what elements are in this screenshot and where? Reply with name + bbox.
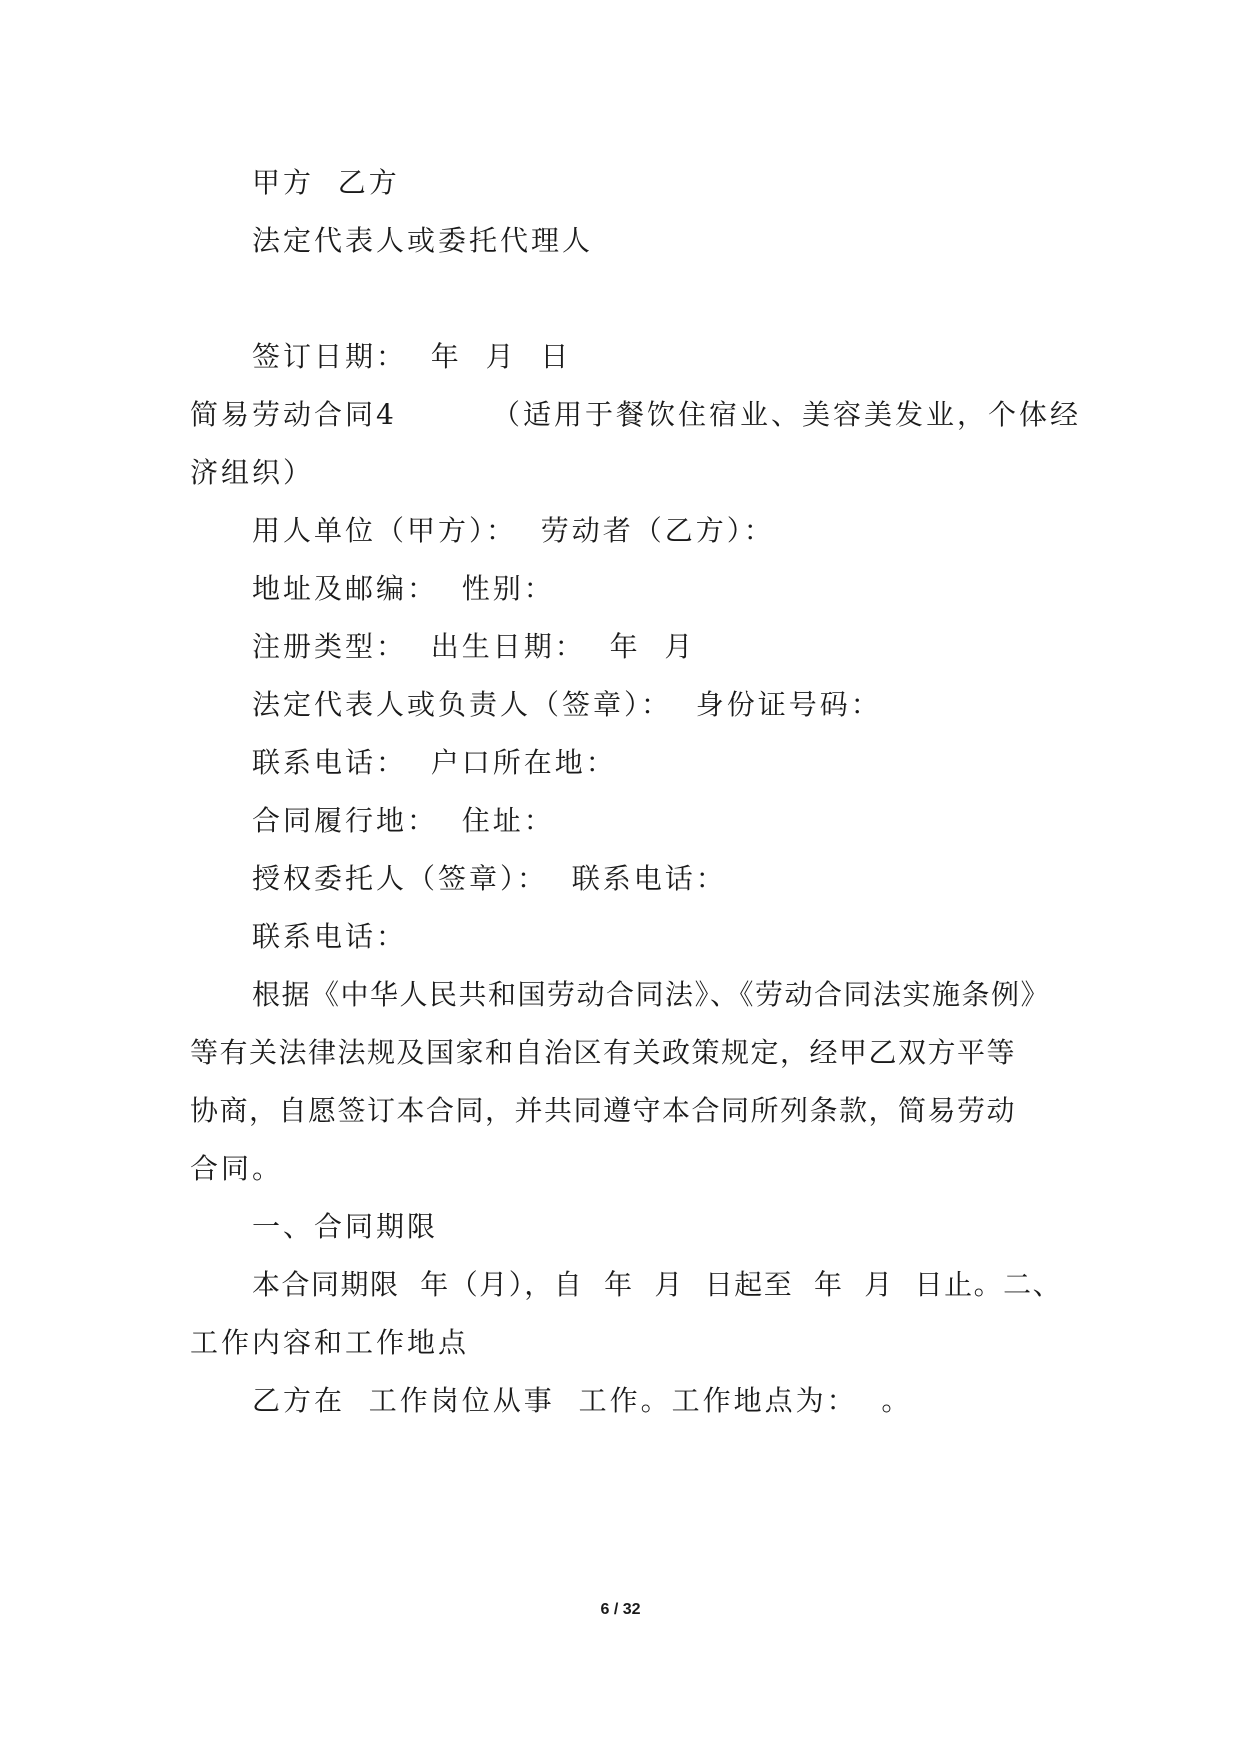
text-line-signing-date: 签订日期： 年 月 日 [252,340,572,373]
text-line-employer-employee: 用人单位（甲方）： 劳动者（乙方）： [252,514,775,547]
paragraph-line-2: 等有关法律法规及国家和自治区有关政策规定，经甲乙双方平等 [190,1036,1017,1069]
text-line-legal-rep-id: 法定代表人或负责人（签章）： 身份证号码： [252,688,882,721]
text-line-phone-hukou: 联系电话： 户口所在地： [252,746,617,779]
page-number: 6 / 32 [600,1601,641,1618]
text-line-location-address: 合同履行地： 住址： [252,804,555,837]
section-heading-work: 工作内容和工作地点 [190,1326,470,1359]
paragraph-line-3: 协商，自愿签订本合同，并共同遵守本合同所列条款，简易劳动 [190,1094,1017,1127]
paragraph-line-4: 合同。 [190,1152,284,1185]
text-line-address-gender: 地址及邮编： 性别： [252,572,555,605]
text-line-work-position: 乙方在 工作岗位从事 工作。工作地点为： 。 [252,1384,913,1417]
text-line-continuation: 济组织） [190,456,315,489]
text-line-parties: 甲方 乙方 [252,166,400,199]
paragraph-line-1: 根据《中华人民共和国劳动合同法》、《劳动合同法实施条例》 [252,978,1051,1011]
text-line-term-period: 本合同期限 年（月），自 年 月 日起至 年 月 日止。二、 [252,1268,1063,1301]
text-line-authorized-phone: 授权委托人（签章）： 联系电话： [252,862,727,895]
section-heading-term: 一、合同期限 [252,1210,439,1243]
text-line-registration-birth: 注册类型： 出生日期： 年 月 [252,630,696,663]
text-line-phone: 联系电话： [252,920,408,953]
contract-title-line: 简易劳动合同4 （适用于餐饮住宿业、美容美发业，个体经 [190,398,1082,431]
text-line-representative: 法定代表人或委托代理人 [252,224,594,257]
